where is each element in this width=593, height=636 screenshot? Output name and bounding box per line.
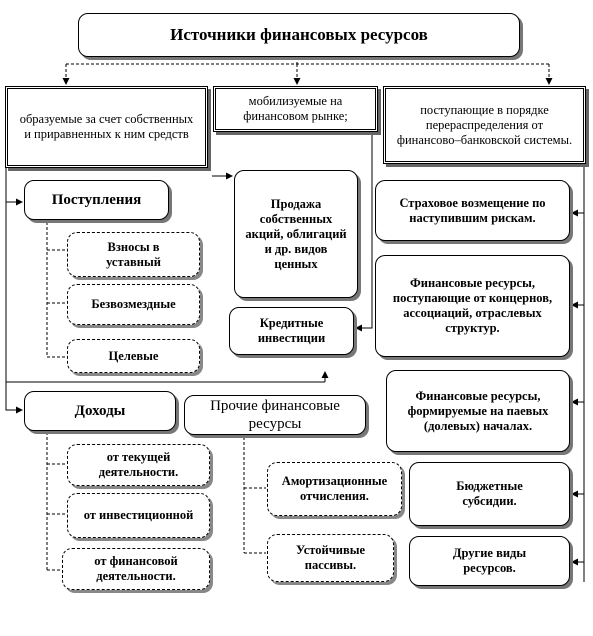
- redistribution-shares: Финансовые ресурсы, формируемые на паевых (долевых) началах.: [386, 370, 570, 452]
- other-item-depreciation: Амортизационные отчисления.: [267, 462, 402, 516]
- income-item-current: от текущей деятельности.: [67, 444, 210, 486]
- receipt-item-gratuitous: Безвозмездные: [67, 284, 200, 325]
- receipt-item-targeted: Целевые: [67, 339, 200, 373]
- category-own-funds: образуемые за счет собственных и приравненных к ним средств: [5, 86, 208, 168]
- redistribution-concerns: Финансовые ресурсы, поступающие от концернов, ассоциаций, отраслевых структур.: [375, 255, 570, 357]
- redistribution-insurance: Страховое возмещение по наступившим рискам.: [375, 180, 570, 241]
- diagram-title: Источники финансовых ресурсов: [78, 13, 520, 57]
- income-item-financial: от финансовой деятельности.: [62, 548, 210, 590]
- category-redistribution: поступающие в порядке перераспределения от финансово–банковской системы.: [383, 86, 586, 164]
- redistribution-other-resources: Другие виды ресурсов.: [409, 536, 570, 586]
- market-credit-investments: Кредитные инвестиции: [229, 307, 354, 355]
- income-item-investment: от инвестиционной: [67, 493, 210, 538]
- redistribution-budget-subsidies: Бюджетные субсидии.: [409, 462, 570, 526]
- other-item-stable-liabilities: Устойчивые пассивы.: [267, 534, 394, 582]
- market-securities-sale: Продажа собственных акций, облигаций и др. видов ценных: [234, 170, 358, 298]
- category-financial-market: мобилизуемые на финансовом рынке;: [213, 86, 378, 132]
- receipts-heading: Поступления: [24, 180, 169, 220]
- other-resources-heading: Прочие финансовые ресурсы: [184, 395, 366, 435]
- income-heading: Доходы: [24, 391, 176, 431]
- receipt-item-charter: Взносы в уставный: [67, 232, 200, 277]
